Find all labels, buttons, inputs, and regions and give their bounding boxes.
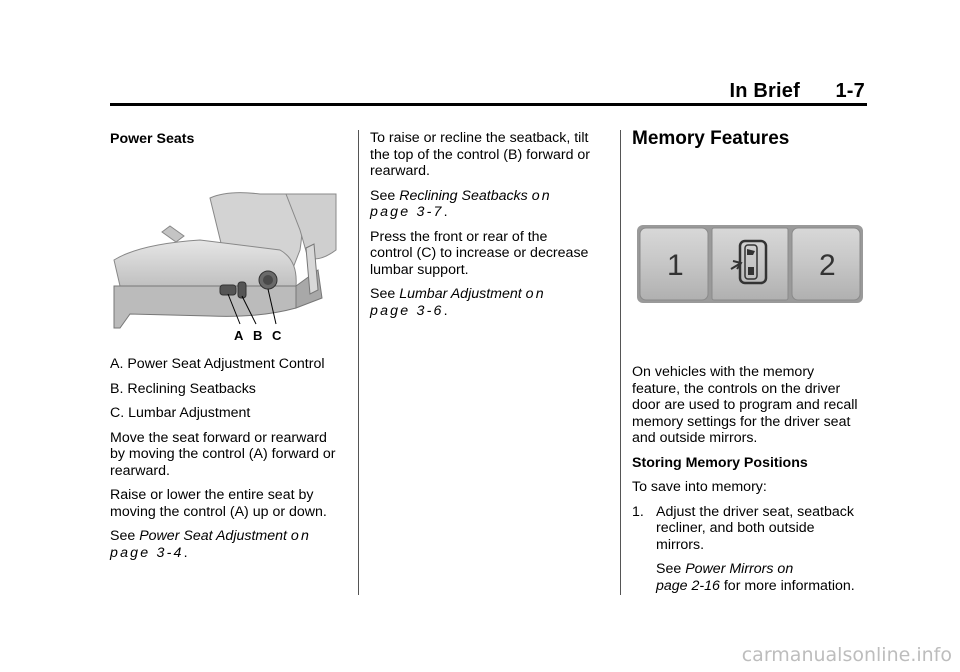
- reference-link[interactable]: Power Seat Adjustment: [139, 528, 287, 544]
- watermark: carmanualsonline.info: [741, 644, 952, 666]
- paragraph: [370, 229, 615, 279]
- text-line: mirrors.: [656, 536, 705, 553]
- list-item: A. Power Seat Adjustment Control: [110, 356, 325, 372]
- intro-line: To save into memory:: [632, 479, 767, 495]
- section-title: In Brief: [729, 80, 800, 102]
- reference-on: on: [290, 528, 312, 544]
- reference-on: on: [525, 286, 546, 302]
- text-line: and outside mirrors.: [632, 430, 758, 446]
- text-line: lumbar support.: [370, 261, 469, 278]
- text-line: feature, the controls on the driver: [632, 380, 841, 397]
- text-line: To raise or recline the seatback, tilt: [370, 130, 589, 146]
- figure-label-b: B: [253, 328, 263, 343]
- memory-features-text: [632, 364, 892, 594]
- button-1-label: 1: [667, 249, 684, 282]
- text-line: door are used to program and recall: [632, 397, 858, 413]
- reference-link[interactable]: Power Mirrors on: [685, 561, 794, 577]
- reference-link[interactable]: Reclining Seatbacks: [399, 187, 528, 204]
- reference-link[interactable]: Lumbar Adjustment: [399, 286, 522, 302]
- column-divider: [358, 130, 359, 595]
- see-prefix: See: [656, 561, 682, 577]
- text-line: Raise or lower the entire seat by: [110, 487, 314, 503]
- text-line: rearward.: [110, 462, 170, 479]
- list-item: C. Lumbar Adjustment: [110, 405, 251, 421]
- text-line: On vehicles with the memory: [632, 364, 815, 380]
- storing-memory-subheading: Storing Memory Positions: [632, 454, 808, 471]
- text-line: Adjust the driver seat, seatback: [656, 503, 854, 520]
- see-prefix: See: [370, 187, 396, 204]
- see-prefix: See: [370, 286, 396, 302]
- button-2-label: 2: [819, 249, 836, 282]
- text-line: moving the control (A) up or down.: [110, 503, 327, 520]
- step-number: 1.: [632, 503, 644, 520]
- period: .: [443, 204, 448, 220]
- see-reference: [656, 561, 892, 594]
- see-prefix: See: [110, 528, 136, 544]
- text-line: control (C) to increase or decrease: [370, 245, 589, 261]
- figure-label-c: C: [272, 328, 282, 343]
- seatback-text: [370, 130, 615, 319]
- page-number: 1-7: [835, 80, 865, 102]
- text-line: memory settings for the driver seat: [632, 413, 851, 430]
- memory-features-heading: Memory Features: [632, 128, 790, 149]
- see-reference: [110, 528, 355, 561]
- text-line: rearward.: [370, 163, 430, 179]
- power-seat-controls-illustration: [110, 190, 342, 346]
- paragraph: [110, 487, 355, 520]
- header-rule: [110, 103, 867, 106]
- page-header: [729, 80, 865, 103]
- period: .: [443, 302, 448, 319]
- step-1: [632, 504, 892, 595]
- column-divider: [620, 130, 621, 595]
- reference-page[interactable]: page 3-6: [370, 302, 444, 319]
- period: .: [183, 544, 188, 561]
- paragraph: [632, 364, 892, 447]
- paragraph: [370, 130, 615, 180]
- memory-buttons-illustration: [637, 225, 863, 303]
- text-line: Move the seat forward or rearward: [110, 429, 327, 446]
- figure-label-a: A: [234, 328, 244, 343]
- reference-page[interactable]: page 3-7: [370, 204, 444, 220]
- see-reference: [370, 286, 615, 319]
- reference-on: on: [531, 187, 552, 204]
- paragraph: [110, 430, 355, 480]
- text-line: recliner, and both outside: [656, 520, 815, 536]
- reference-suffix: for more information.: [723, 577, 855, 594]
- text-line: Press the front or rear of the: [370, 228, 548, 245]
- power-seats-heading: Power Seats: [110, 131, 195, 147]
- see-reference: [370, 188, 615, 221]
- list-item: B. Reclining Seatbacks: [110, 380, 256, 397]
- memory-set-button[interactable]: [712, 228, 788, 300]
- power-seats-text: [110, 356, 355, 561]
- reference-page[interactable]: page 3-4: [110, 544, 184, 561]
- reference-page[interactable]: page 2-16: [656, 577, 720, 594]
- text-line: by moving the control (A) forward or: [110, 446, 336, 462]
- text-line: the top of the control (B) forward or: [370, 146, 591, 163]
